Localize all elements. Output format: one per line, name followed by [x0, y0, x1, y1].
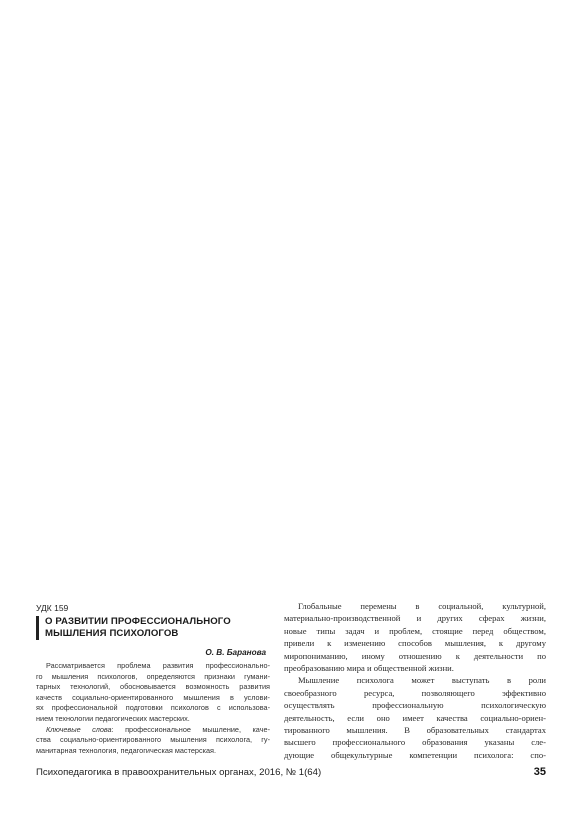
abstract-line: качеств социально-ориентированного мышления в услови-: [36, 692, 270, 702]
body-line: высшего профессионального образования указаны сле-: [284, 737, 546, 748]
title-text: [45, 616, 231, 639]
body-line: тированного мышления. В образовательных стандартах: [284, 725, 546, 736]
page-number: 35: [533, 766, 546, 778]
abstract: [36, 661, 270, 756]
abstract-line: Рассматривается проблема развития профессионально-: [46, 661, 270, 670]
title-accent-bar: [36, 616, 39, 640]
body-line: новые типы задач и проблем, стоящие перед обществом,: [284, 625, 546, 636]
body-line: привели к изменению способов мышления, к другому: [284, 638, 546, 649]
title-line-2: МЫШЛЕНИЯ ПСИХОЛОГОВ: [45, 627, 179, 639]
keywords-label: Ключевые слова: [46, 724, 112, 734]
keywords-line: ства социально-ориентированного мышления психолога, гу-: [36, 735, 270, 745]
udc-code: УДК 159: [36, 603, 69, 613]
body-line: Мышление психолога может выступать в роли: [298, 675, 546, 686]
title-line-1: О РАЗВИТИИ ПРОФЕССИОНАЛЬНОГО: [45, 616, 231, 627]
body-line: деятельность, если оно имеет качества социально-ориен-: [284, 712, 546, 723]
journal-citation: Психопедагогика в правоохранительных органах, 2016, № 1(64): [36, 767, 322, 778]
body-line: миропониманию, иному отношению к деятельности по: [284, 650, 546, 661]
author-name: О. В. Баранова: [205, 648, 266, 657]
page-footer: [36, 767, 546, 781]
body-line: Глобальные перемены в социальной, культурной,: [298, 601, 546, 611]
body-line: материально-производственной и других сферах жизни,: [284, 613, 546, 624]
body-line: осуществлять профессиональную психологическую: [284, 700, 546, 711]
body-line: дующие общекультурные компетенции психолога: спо-: [284, 749, 546, 760]
abstract-line: тарных технологий, обосновывается возможность развития: [36, 682, 270, 692]
body-line: своеобразного ресурса, позволяющего эффективно: [284, 687, 546, 698]
abstract-line: ях профессиональной подготовки психологов с использова-: [36, 703, 270, 713]
body-line: преобразованию мира и общественной жизни.: [284, 663, 454, 674]
keywords-line: манитарная технология, педагогическая мастерская.: [36, 745, 216, 755]
keywords-line: [36, 725, 270, 736]
keywords-text: : профессиональное мышление, каче-: [111, 724, 270, 734]
body-text-column: [284, 600, 546, 761]
abstract-line: нием технологии педагогических мастерских.: [36, 713, 190, 723]
article-title: [36, 614, 276, 642]
abstract-line: го мышления психологов, определяются признаки гумани-: [36, 671, 270, 681]
